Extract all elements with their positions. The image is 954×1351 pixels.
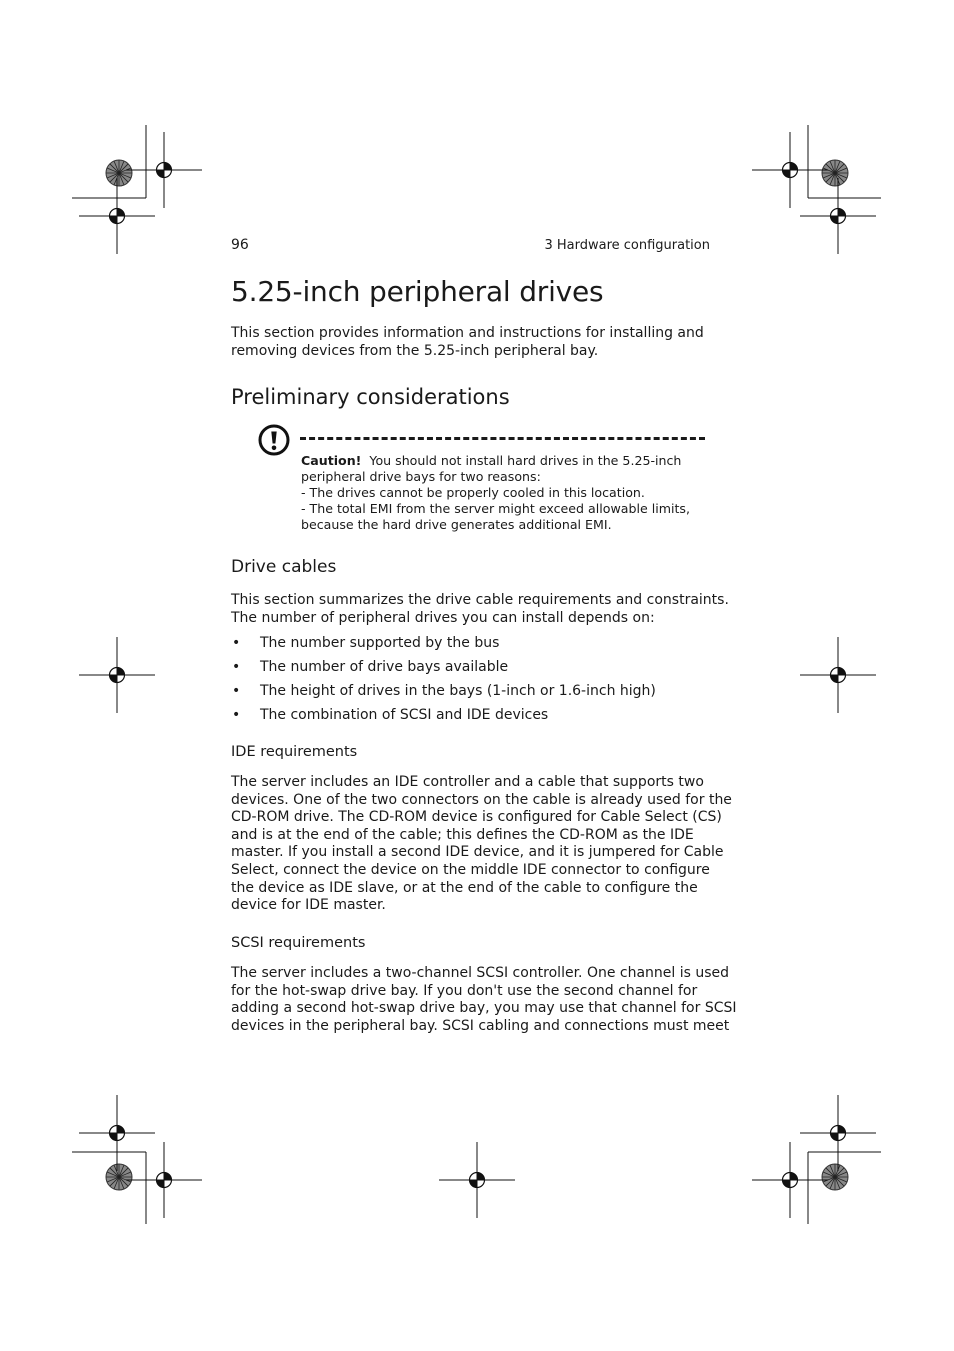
subsection-heading-ide: IDE requirements xyxy=(231,744,358,760)
ide-paragraph xyxy=(231,774,732,915)
caution-line: peripheral drive bays for two reasons: xyxy=(301,469,541,485)
list-item: • The combination of SCSI and IDE devices xyxy=(231,706,656,730)
text-line: for the hot-swap drive bay. If you don't use the second channel for xyxy=(231,982,698,999)
text-line: devices in the peripheral bay. SCSI cabling and connections must meet xyxy=(231,1017,730,1034)
exclamation-circle-icon xyxy=(258,424,290,456)
text-line: the device as IDE slave, or at the end of the cable to configure the xyxy=(231,879,698,896)
drive-constraints-list xyxy=(231,634,656,730)
text-line: The server includes a two-channel SCSI controller. One channel is used xyxy=(231,965,730,981)
text-line: devices. One of the two connectors on the cable is already used for the xyxy=(231,791,732,808)
caution-line: because the hard drive generates additional EMI. xyxy=(301,517,612,533)
text-line: Select, connect the device on the middle IDE connector to configure xyxy=(231,861,710,878)
star-target-bottom-right xyxy=(822,1164,848,1190)
caution-note xyxy=(301,453,711,533)
text-line: and is at the end of the cable; this defines the CD-ROM as the IDE xyxy=(231,826,694,843)
text-line: This section provides information and instructions for installing and xyxy=(231,325,704,341)
caution-text: You should not install hard drives in the 5.25-inch xyxy=(369,453,682,468)
caution-divider xyxy=(300,437,705,440)
text-line: removing devices from the 5.25-inch peripheral bay. xyxy=(231,342,599,359)
text-line: device for IDE master. xyxy=(231,897,386,914)
text-line: master. If you install a second IDE device, and it is jumpered for Cable xyxy=(231,844,724,861)
list-item: • The number of drive bays available xyxy=(231,658,656,682)
star-target-bottom-left xyxy=(106,1164,132,1190)
text-line: CD-ROM drive. The CD-ROM device is configured for Cable Select (CS) xyxy=(231,809,722,826)
text-line: The server includes an IDE controller and a cable that supports two xyxy=(231,774,704,790)
scsi-paragraph xyxy=(231,965,737,1035)
intro-paragraph xyxy=(231,325,709,360)
caution-line: - The drives cannot be properly cooled in this location. xyxy=(301,485,645,501)
text-line: This section summarizes the drive cable requirements and constraints. xyxy=(231,592,729,608)
list-item: • The number supported by the bus xyxy=(231,634,656,658)
subsection-heading-scsi: SCSI requirements xyxy=(231,935,366,951)
running-header: 3 Hardware configuration xyxy=(544,238,710,253)
text-line: adding a second hot-swap drive bay, you may use that channel for SCSI xyxy=(231,1000,737,1017)
section-heading-drive-cables: Drive cables xyxy=(231,557,337,577)
list-item: • The height of drives in the bays (1-inch or 1.6-inch high) xyxy=(231,682,656,706)
star-target-top-left xyxy=(106,160,132,186)
section-heading-preliminary: Preliminary considerations xyxy=(231,385,510,409)
caution-label: Caution! xyxy=(301,453,362,468)
text-line: The number of peripheral drives you can install depends on: xyxy=(231,609,655,626)
caution-line: - The total EMI from the server might exceed allowable limits, xyxy=(301,501,690,517)
page-number: 96 xyxy=(231,237,249,253)
star-target-top-right xyxy=(822,160,848,186)
page-title: 5.25-inch peripheral drives xyxy=(231,275,604,308)
drive-cables-paragraph xyxy=(231,592,729,627)
